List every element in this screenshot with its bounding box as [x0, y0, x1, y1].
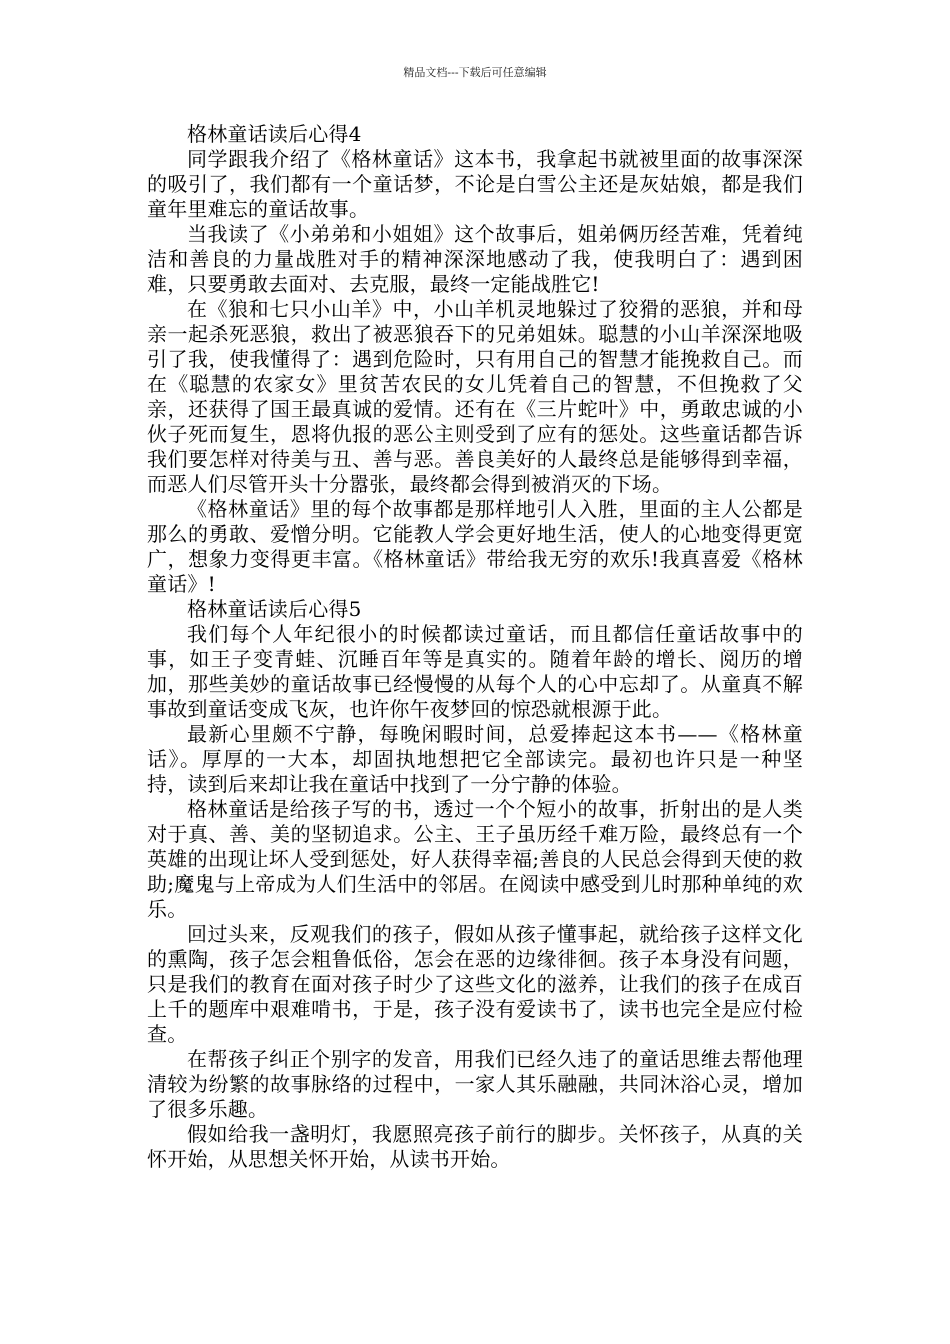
- section-title-4: 格林童话读后心得4: [187, 122, 362, 146]
- paragraph: 在帮孩子纠正个别字的发音，用我们已经久违了的童话思维去帮他理清较为纷繁的故事脉络的过程中，一家人其乐融融，共同沐浴心灵，增加了很多乐趣。: [147, 1047, 803, 1121]
- paragraph: 同学跟我介绍了《格林童话》这本书，我拿起书就被里面的故事深深的吸引了，我们都有一个童话梦，不论是白雪公主还是灰姑娘，都是我们童年里难忘的童话故事。: [147, 147, 803, 221]
- paragraph: 回过头来，反观我们的孩子，假如从孩子懂事起，就给孩子这样文化的熏陶，孩子怎会粗鲁低俗，怎会在恶的边缘徘徊。孩子本身没有问题，只是我们的教育在面对孩子时少了这些文化的滋养，让我们的孩子在成百上千的题库中艰难啃书，于是，孩子没有爱读书了，读书也完全是应付检查。: [147, 922, 803, 1046]
- paragraph: 《格林童话》里的每个故事都是那样地引人入胜，里面的主人公都是那么的勇敢、爱憎分明。它能教人学会更好地生活，使人的心地变得更宽广，想象力变得更丰富。《格林童话》带给我无穷的欢乐!我真喜爱《格林童话》!: [147, 497, 803, 596]
- paragraph: 当我读了《小弟弟和小姐姐》这个故事后，姐弟俩历经苦难，凭着纯洁和善良的力量战胜对手的精神深深地感动了我，使我明白了：遇到困难，只要勇敢去面对、去克服，最终一定能战胜它!: [147, 222, 803, 296]
- paragraph: 格林童话是给孩子写的书，透过一个个短小的故事，折射出的是人类对于真、善、美的坚韧追求。公主、王子虽历经千难万险，最终总有一个英雄的出现让坏人受到惩处，好人获得幸福;善良的人民总会得到天使的救助;魔鬼与上帝成为人们生活中的邻居。在阅读中感受到儿时那种单纯的欢乐。: [147, 797, 803, 921]
- paragraph: 我们每个人年纪很小的时候都读过童话，而且都信任童话故事中的事，如王子变青蛙、沉睡百年等是真实的。随着年龄的增长、阅历的增加，那些美妙的童话故事已经慢慢的从每个人的心中忘却了。从童真不解事故到童话变成飞灰，也许你午夜梦回的惊恐就根源于此。: [147, 622, 803, 721]
- section-title-5: 格林童话读后心得5: [187, 597, 362, 621]
- paragraph: 假如给我一盏明灯，我愿照亮孩子前行的脚步。关怀孩子，从真的关怀开始，从思想关怀开始，从读书开始。: [147, 1122, 803, 1171]
- page-header: 精品文档---下载后可任意编辑: [403, 66, 547, 79]
- paragraph: 在《狼和七只小山羊》中，小山羊机灵地躲过了狡猾的恶狼，并和母亲一起杀死恶狼，救出了被恶狼吞下的兄弟姐妹。聪慧的小山羊深深地吸引了我，使我懂得了：遇到危险时，只有用自己的智慧才能挽救自己。而在《聪慧的农家女》里贫苦农民的女儿凭着自己的智慧，不但挽救了父亲，还获得了国王最真诚的爱情。还有在《三片蛇叶》中，勇敢忠诚的小伙子死而复生，恩将仇报的恶公主则受到了应有的惩处。这些童话都告诉我们要怎样对待美与丑、善与恶。善良美好的人最终总是能够得到幸福，而恶人们尽管开头十分嚣张，最终都会得到被消灭的下场。: [147, 297, 803, 496]
- document-body: [147, 122, 803, 1172]
- paragraph: 最新心里颇不宁静，每晚闲暇时间，总爱捧起这本书——《格林童话》。厚厚的一大本，却固执地想把它全部读完。最初也许只是一种坚持，读到后来却让我在童话中找到了一分宁静的体验。: [147, 722, 803, 796]
